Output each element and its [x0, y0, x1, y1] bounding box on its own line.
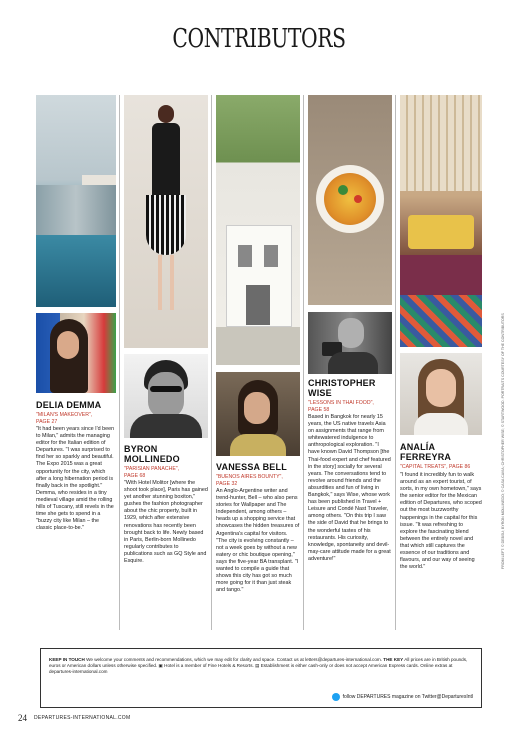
story-page: PAGE 32 [216, 480, 238, 487]
contributor-name [216, 462, 300, 472]
site-url[interactable]: DEPARTURES-INTERNATIONAL.COM [34, 715, 131, 721]
hotel-text: Hotel is a member of Fine Hotels & Resorts. [164, 663, 254, 668]
name-line: MOLLINEDO [124, 454, 180, 464]
column-divider [119, 95, 120, 630]
column-divider [395, 95, 396, 630]
contributor-bio: "I found it incredibly fun to walk around as an expert tourist, of sorts, in my own hometown," says the senior editor for the Mexican edition of Departures, who scoped out the most buzzworthy happenings in the capital for this issue. "It was refreshing to explore the fascinating blend between the entirely novel and that which still captures the essence of our traditions and flavours, and our way of seeing the world." [400, 472, 482, 571]
story-title: "CAPITAL TREATS", PAGE 86 [400, 464, 471, 470]
name-line: VANESSA BELL [216, 462, 287, 472]
fashion-model-photo [124, 95, 208, 348]
story-reference [216, 474, 300, 487]
twitter-icon [332, 693, 340, 701]
cash-text: Establishment is either cash-only or does not accept American Express cards. Online extras at departures-international.com [49, 663, 453, 674]
story-reference [36, 412, 116, 425]
contributor-bio: "It had been years since I'd been to Milan," admits the managing editor for the Italian edition of Departures. "I was surprised to find her so sparkly and beautiful. The Expo 2015 was a great opportunity for the city, which after a long hibernation period is finally back in the spotlight." Demma, who resides in a tiny medieval village amid the rolling hills of Tuscany, still revels in the time she gets to spend in a "buzzy city like Milan – the classic place-to-be." [36, 426, 115, 532]
name-line: FERREYRA [400, 452, 452, 462]
key-label: THE KEY [383, 657, 404, 662]
twitter-text: follow DEPARTURES magazine on Twitter@DeparturesIntl [342, 694, 473, 700]
keep-in-touch-box [40, 648, 482, 708]
milan-pool-photo [36, 95, 116, 307]
contributor-name [308, 378, 392, 398]
christopher-wise-portrait [308, 312, 392, 374]
key-text: All prices are in British pounds, euros or American dollars unless otherwise specified. [49, 657, 468, 668]
keep-in-touch-heading: KEEP IN TOUCH [49, 657, 85, 662]
analia-ferreyra-portrait [400, 353, 482, 435]
name-line: ANALÍA [400, 442, 436, 452]
name-line: DELIA DEMMA [36, 400, 102, 410]
story-page: PAGE 68 [124, 472, 146, 479]
column-divider [211, 95, 212, 630]
story-reference [308, 400, 392, 413]
hotel-lounge-photo [400, 95, 482, 347]
buenos-aires-building-photo [216, 95, 300, 365]
contributor-name [124, 444, 208, 464]
cash-icon: ▤ [255, 663, 260, 668]
delia-demma-portrait [36, 313, 116, 393]
contributor-bio: An Anglo-Argentine writer and trend-hunter, Bell – who also pens stories for Wallpaper and The Independent, among others – heads up a shopping service that showcases the hidden treasures of Argentina's capital for visitors. "The city is evolving constantly – not a week goes by without a new eatery or chic boutique opening," says the five-year BA transplant. "I wanted to compile a guide that shows this city has got so much more going for it than just steak and tango." [216, 488, 300, 594]
hotel-icon: ▣ [158, 663, 163, 668]
contributor-bio: "With Hotel Molitor [where the shoot took place], Paris has gained yet another stunning boxiton," gushes the fashion photographer about the chic property, built in 1929, which after extensive renovations has recently been brought back to life. Newly based in Paris, Berlin-born Mollinedo regularly contributes to publications such as GQ Style and Esquire. [124, 480, 208, 565]
thai-soup-photo [308, 95, 392, 305]
name-line: WISE [308, 388, 332, 398]
column-divider [303, 95, 304, 630]
keep-in-touch-body: We welcome your comments and recommendations, which we may edit for clarity and space. Contact us at letters@departures-international.com. [86, 657, 383, 662]
story-reference [400, 464, 482, 471]
story-title: "LESSONS IN THAI FOOD", [308, 400, 374, 406]
story-title: "MILAN'S MAKEOVER", [36, 412, 93, 418]
name-line: BYRON [124, 444, 158, 454]
photo-credit-text: FROM LEFT: © DEBSU; BYRON MOLLINEDO; © CASA CAVIA; CHRISTOPHER WISE; © STARTWOOD. PORTRAITS COURTESY OF THE CONTRIBUTORS [501, 313, 505, 569]
contributor-bio: Based in Bangkok for nearly 15 years, the US native travels Asia on assignments that range from whitewatered indulgence to anthropological exploration. "I have known David Thompson [the Thai-food expert and chef featured in the story] socially for several years. The conversations tend to revolve around friends and the absurdities and fun of living in Bangkok," says Wise, whose work has been published in Travel + Leisure and Condé Nast Traveler, among others. "On this trip I saw the side of David that he brings to the wonderful tastes of his restaurants. His curiosity, knowledge, spontaneity and devil-may-care attitude made for a great adventure!" [308, 414, 391, 562]
page-title: CONTRIBUTORS [172, 24, 346, 54]
byron-mollinedo-portrait [124, 354, 208, 438]
story-page: PAGE 58 [308, 406, 330, 413]
page-number: 24 [18, 713, 27, 723]
vanessa-bell-portrait [216, 372, 300, 456]
twitter-follow[interactable] [332, 693, 473, 701]
contributor-name [400, 442, 482, 462]
contributor-name [36, 400, 116, 410]
photo-credit [500, 313, 506, 570]
name-line: CHRISTOPHER [308, 378, 376, 388]
story-page: PAGE 27 [36, 418, 58, 425]
story-title: "PARISIAN PANACHE", [124, 466, 180, 472]
keep-in-touch-text [49, 657, 474, 675]
story-title: "BUENOS AIRES BOUNTY", [216, 474, 283, 480]
story-reference [124, 466, 208, 479]
